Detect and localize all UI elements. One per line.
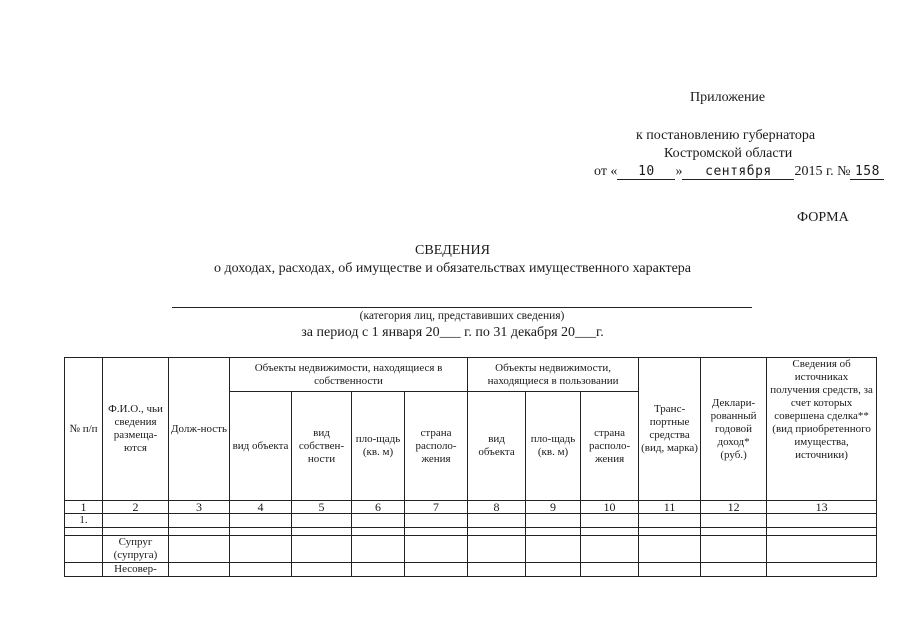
row-number-cell: 1. — [65, 514, 103, 528]
group-used-header: Объекты недвижимости, находящиеся в пользовании — [468, 358, 639, 392]
group-owned-header: Объекты недвижимости, находящиеся в собственности — [230, 358, 468, 392]
column-number: 4 — [230, 501, 292, 514]
date-quote-close: » — [675, 164, 683, 179]
decree-number: 158 — [850, 164, 884, 180]
column-number: 11 — [639, 501, 701, 514]
column-numbers-row — [65, 501, 877, 514]
column-number: 10 — [581, 501, 639, 514]
col-own-object-type: вид объекта — [230, 392, 292, 501]
decree-year: 2015 г. № — [794, 164, 851, 179]
column-number: 5 — [292, 501, 352, 514]
col-sources-header: Сведения об источниках получения средств, за счет которых совершена сделка** (вид приобретенного имущества, источники) — [767, 358, 877, 501]
forma-label: ФОРМА — [797, 210, 849, 225]
date-prefix: от « — [594, 164, 618, 179]
decree-line-2: Костромской области — [664, 146, 793, 161]
document-title: СВЕДЕНИЯ — [415, 243, 490, 258]
col-position-header: Долж-ность — [169, 358, 230, 501]
column-number: 3 — [169, 501, 230, 514]
spouse-label-cell: Супруг (супруга) — [103, 536, 169, 563]
column-number: 6 — [352, 501, 405, 514]
col-number-header: № п/п — [65, 358, 103, 501]
col-own-area: пло-щадь (кв. м) — [352, 392, 405, 501]
minor-label-cell: Несовер- — [103, 563, 169, 577]
column-number: 1 — [65, 501, 103, 514]
column-number: 13 — [767, 501, 877, 514]
table-row — [65, 528, 877, 536]
decree-month: сентября — [682, 164, 794, 180]
col-name-header: Ф.И.О., чьи сведения размеща-ются — [103, 358, 169, 501]
column-number: 9 — [526, 501, 581, 514]
col-vehicles-header: Транс-портные средства (вид, марка) — [639, 358, 701, 501]
col-own-country: страна располо-жения — [405, 392, 468, 501]
col-use-country: страна располо-жения — [581, 392, 639, 501]
table-row — [65, 536, 877, 563]
table-row — [65, 514, 877, 528]
appendix-label: Приложение — [690, 90, 766, 105]
col-use-object-type: вид объекта — [468, 392, 526, 501]
col-use-area: пло-щадь (кв. м) — [526, 392, 581, 501]
col-income-header: Деклари-рованный годовой доход* (руб.) — [701, 358, 767, 501]
column-number: 8 — [468, 501, 526, 514]
col-own-ownership-type: вид собствен-ности — [292, 392, 352, 501]
header-row-1 — [65, 358, 877, 392]
category-line — [172, 307, 752, 308]
period-line: за период с 1 января 20___ г. по 31 декабря 20___г. — [301, 325, 604, 340]
column-number: 12 — [701, 501, 767, 514]
document-subtitle: о доходах, расходах, об имуществе и обязательствах имущественного характера — [213, 261, 692, 276]
table-row — [65, 563, 877, 577]
decree-day: 10 — [617, 164, 675, 180]
column-number: 2 — [103, 501, 169, 514]
decree-line-1: к постановлению губернатора — [636, 128, 816, 143]
declaration-table — [64, 357, 877, 577]
category-caption: (категория лиц, представивших сведения) — [359, 310, 565, 322]
column-number: 7 — [405, 501, 468, 514]
decree-date-line — [594, 164, 884, 180]
